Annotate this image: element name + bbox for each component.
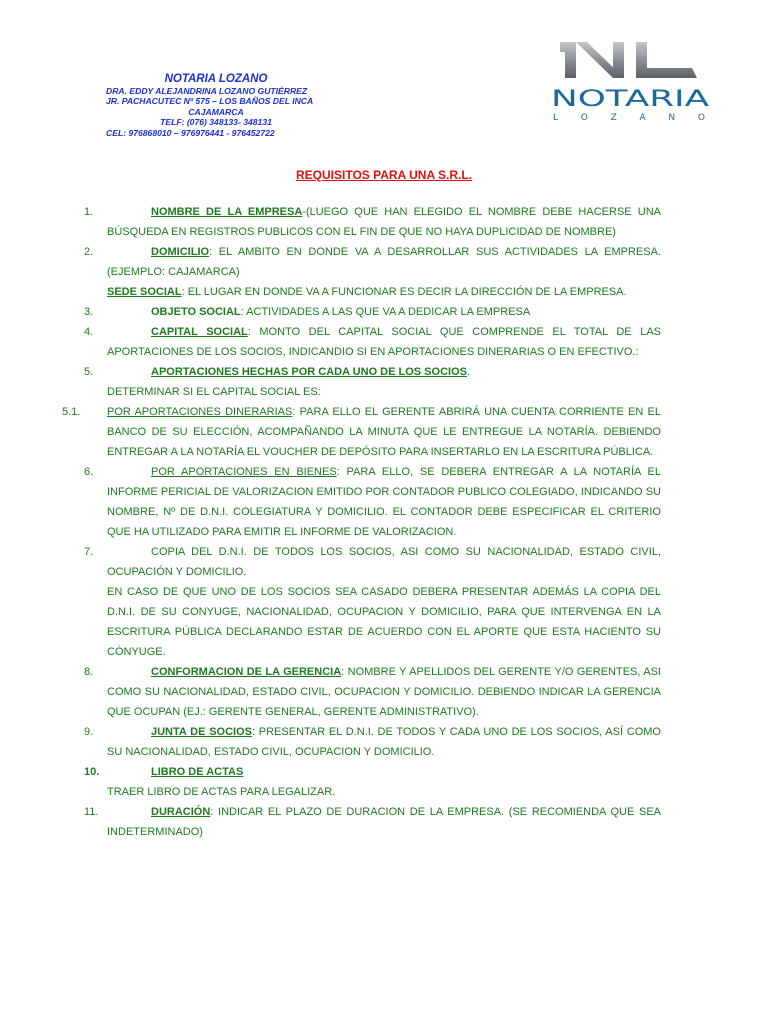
list-item: [0, 242, 661, 282]
item-number: 1.: [84, 206, 94, 218]
list-item: [0, 402, 661, 462]
list-item: [0, 302, 661, 322]
item-text: : MONTO DEL CAPITAL SOCIAL QUE COMPRENDE EL TOTAL DE LAS APORTACIONES DE LOS SOCIOS, INDICANDIO SI EN APORTACIONES DINERARIAS O EN EFECTIVO.:: [107, 326, 661, 358]
item-term: CAPITAL SOCIAL: [151, 326, 248, 338]
list-item: [0, 582, 661, 662]
item-number: 7.: [84, 546, 94, 558]
item-term: SEDE SOCIAL: [107, 286, 182, 298]
item-number: 5.: [84, 366, 94, 378]
requirements-list: [0, 202, 768, 842]
item-text: COPIA DEL D.N.I. DE TODOS LOS SOCIOS, ASI COMO SU NACIONALIDAD, ESTADO CIVIL, OCUPACIÓN Y DOMICILIO.: [107, 546, 661, 578]
logo-lozano-text: L O Z A N O: [553, 113, 705, 123]
list-item: [0, 722, 661, 762]
item-text: : ACTIVIDADES A LAS QUE VA A DEDICAR LA EMPRESA: [240, 306, 531, 318]
list-item: [0, 662, 661, 722]
item-term: POR APORTACIONES DINERARIAS: [107, 406, 293, 418]
item-text: : PARA ELLO EL GERENTE ABRIRÁ UNA CUENTA CORRIENTE EN EL BANCO DE SU ELECCIÓN, ACOMPAÑANDO LA MINUTA QUE LE ENTREGUE LA NOTARÍA. DEBIENDO ENTREGAR A LA NOTARÍA EL VOUCHER DE DEPÓSITO PARA INSERTARLO EN LA ESCRITURA PÚBLICA.: [107, 406, 661, 458]
item-text: : EL LUGAR EN DONDE VA A FUNCIONAR ES DECIR LA DIRECCIÓN DE LA EMPRESA.: [181, 286, 627, 298]
list-item: [0, 762, 661, 782]
item-text: TRAER LIBRO DE ACTAS PARA LEGALIZAR.: [107, 786, 336, 798]
list-item: [0, 202, 661, 242]
item-number: 4.: [84, 326, 94, 338]
item-term: DOMICILIO: [151, 246, 210, 258]
notary-phone: TELF: (076) 348133- 348131: [160, 117, 272, 128]
item-term: APORTACIONES HECHAS POR CADA UNO DE LOS SOCIOS: [151, 366, 467, 378]
document-title: REQUISITOS PARA UNA S.R.L.: [295, 168, 472, 182]
list-item: [0, 462, 661, 542]
item-term: JUNTA DE SOCIOS: [151, 726, 252, 738]
list-item: [0, 382, 661, 402]
item-text: : PARA ELLO, SE DEBERA ENTREGAR A LA NOTARÍA EL INFORME PERICIAL DE VALORIZACION EMITIDO POR CONTADOR PUBLICO COLEGIADO, INDICANDO SU NOMBRE, Nº DE D.N.I. COLEGIATURA Y DOMICILIO. EL CONTADOR DEBE ESPECIFICAR EL CRITERIO QUE HA UTILIZADO PARA EMITIR EL INFORME DE VALORIZACION.: [107, 466, 662, 538]
notary-header: [106, 72, 366, 138]
item-text: : NOMBRE Y APELLIDOS DEL GERENTE Y/O GERENTES, ASI COMO SU NACIONALIDAD, ESTADO CIVIL, OCUPACION Y DOMICILIO. DEBIENDO INDICAR LA GERENCIA QUE OCUPAN (EJ.: GERENTE GENERAL, GERENTE ADMINISTRATIVO).: [107, 666, 661, 718]
item-term: POR APORTACIONES EN BIENES: [151, 466, 337, 478]
item-number: 3.: [84, 306, 94, 318]
item-number: 11.: [84, 806, 99, 818]
item-term: OBJETO SOCIAL: [151, 306, 241, 318]
item-number: 2.: [84, 246, 94, 258]
item-number: 6.: [84, 466, 94, 478]
item-number: 10.: [84, 766, 100, 778]
item-text: : INDICAR EL PLAZO DE DURACION DE LA EMPRESA. (SE RECOMIENDA QUE SEA INDETERMINADO): [107, 806, 661, 838]
item-number: 9.: [84, 726, 94, 738]
list-item: [0, 362, 661, 382]
item-text: -(LUEGO QUE HAN ELEGIDO EL NOMBRE DEBE HACERSE UNA BÚSQUEDA EN REGISTROS PUBLICOS CON EL FIN DE QUE NO HAYA DUPLICIDAD DE NOMBRE): [107, 206, 661, 238]
list-item: [0, 782, 661, 802]
item-text: EN CASO DE QUE UNO DE LOS SOCIOS SEA CASADO DEBERA PRESENTAR ADEMÁS LA COPIA DEL D.N.I. DE SU CONYUGE, NACIONALIDAD, OCUPACION Y DOMICILIO, PARA QUE INTERVENGA EN LA ESCRITURA PÚBLICA DECLARANDO ESTAR DE ACUERDO CON EL APORTE QUE ESTA HACIENTO SU CÓNYUGE.: [107, 586, 661, 658]
item-number: 5.1.: [62, 406, 81, 418]
item-term: CONFORMACION DE LA GERENCIA: [151, 666, 342, 678]
notaria-lozano-logo: [550, 38, 720, 128]
item-term: LIBRO DE ACTAS: [151, 766, 244, 778]
nl-monogram: [560, 42, 697, 78]
list-item: [0, 802, 661, 842]
notary-person: DRA. EDDY ALEJANDRINA LOZANO GUTIÉRREZ: [106, 86, 308, 96]
notary-city: CAJAMARCA: [188, 106, 244, 117]
list-item: [0, 282, 661, 302]
item-text: .: [466, 366, 471, 378]
item-text: : EL AMBITO EN DONDE VA A DESARROLLAR SUS ACTIVIDADES LA EMPRESA. (EJEMPLO: CAJAMARCA): [107, 246, 661, 278]
item-text: DETERMINAR SI EL CAPITAL SOCIAL ES:: [107, 386, 321, 398]
list-item: [0, 322, 661, 362]
notary-cell: CEL: 976868010 – 976976441 - 976452722: [106, 127, 275, 138]
list-item: [0, 542, 661, 582]
item-term: DURACIÓN: [151, 806, 211, 818]
item-number: 8.: [84, 666, 94, 678]
notary-name: NOTARIA LOZANO: [164, 73, 268, 85]
notary-address: JR. PACHACUTEC Nº 575 – LOS BAÑOS DEL INCA: [106, 96, 314, 107]
logo-notaria-text: NOTARIA: [551, 86, 710, 112]
item-term: NOMBRE DE LA EMPRESA: [151, 206, 303, 218]
item-text: : PRESENTAR EL D.N.I. DE TODOS Y CADA UNO DE LOS SOCIOS, ASÍ COMO SU NACIONALIDAD, ESTADO CIVIL, OCUPACION Y DOMICILIO.: [107, 726, 661, 758]
